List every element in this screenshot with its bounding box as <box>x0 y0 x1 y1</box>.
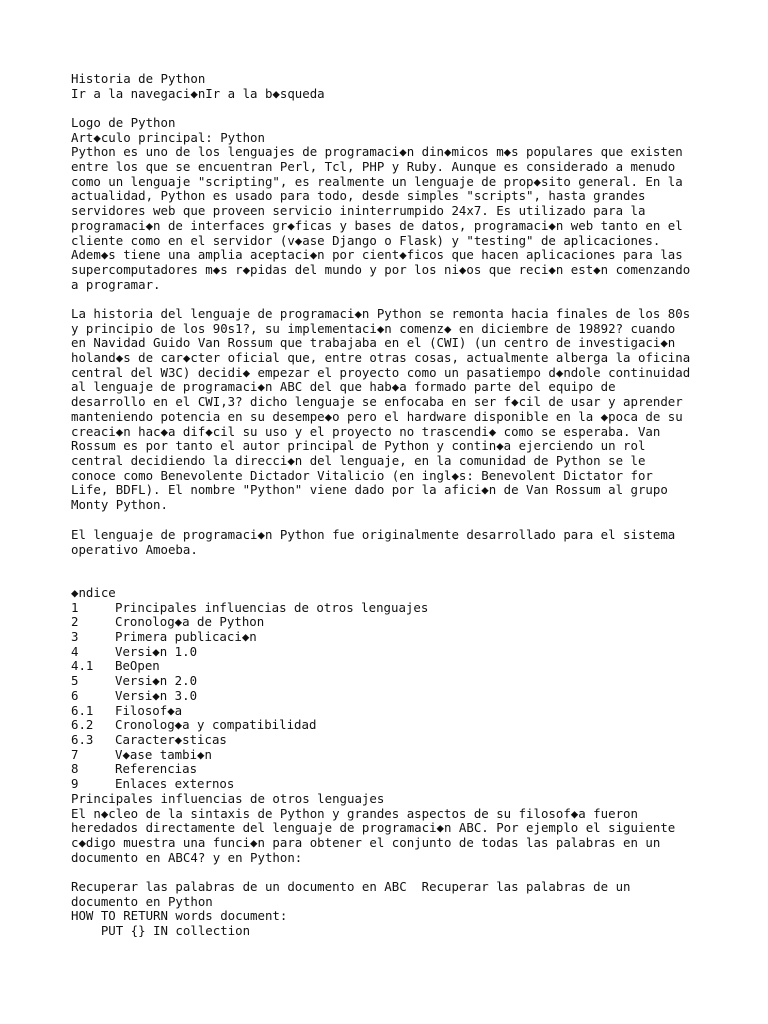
toc-item-number: 2 <box>71 614 79 630</box>
toc-item[interactable] <box>71 630 711 645</box>
paragraph-line: cliente como en el servidor (v◆ase Django o Flask) y "testing" de aplicaciones. <box>71 232 661 248</box>
code-comparison <box>71 880 711 939</box>
paragraph-line: El lenguaje de programaci◆n Python fue originalmente desarrollado para el sistema <box>71 527 676 542</box>
history-paragraph <box>71 307 711 513</box>
paragraph-line: Art◆culo principal: Python <box>71 129 265 145</box>
toc-item-label: Referencias <box>115 761 198 777</box>
paragraph-line: conoce como Benevolente Dictador Vitalicio (en ingl◆s: Benevolent Dictator for <box>71 467 653 483</box>
paragraph-line: Life, BDFL). El nombre "Python" viene dado por la afici◆n de Van Rossum al grupo <box>71 482 668 498</box>
toc-list <box>71 601 711 792</box>
toc-item-number: 6.1 <box>71 702 94 718</box>
toc-item[interactable] <box>71 689 711 704</box>
toc-item[interactable] <box>71 615 711 630</box>
paragraph-line: Python es uno de los lenguajes de programaci◆n din◆micos m◆s populares que existen <box>71 144 683 160</box>
paragraph-line: supercomputadores m◆s r◆pidas del mundo y por los ni◆os que reci◆n est◆n comenzando <box>71 261 691 277</box>
toc-item[interactable] <box>71 601 711 616</box>
paragraph-line: y principio de los 90s1?, su implementaci◆n comenz◆ en diciembre de 19892? cuando <box>71 320 676 336</box>
code-line: PUT {} IN collection <box>71 923 251 939</box>
code-line: Recuperar las palabras de un documento en ABC Recuperar las palabras de un <box>71 879 631 894</box>
paragraph-line: a programar. <box>71 276 161 292</box>
paragraph-line: al lenguaje de programaci◆n ABC del que hab◆a formado parte del equipo de <box>71 379 616 395</box>
toc-item-label: Cronolog◆a y compatibilidad <box>115 717 317 733</box>
toc-item-label: Enlaces externos <box>115 775 235 791</box>
toc-item[interactable] <box>71 704 711 719</box>
toc-item-label: Caracter◆sticas <box>115 731 227 747</box>
paragraph-line: Monty Python. <box>71 496 168 512</box>
toc-item-number: 6.2 <box>71 717 94 733</box>
toc-item-number: 4 <box>71 643 79 659</box>
toc-item[interactable] <box>71 748 711 763</box>
toc-item-label: Versi◆n 3.0 <box>115 687 198 703</box>
paragraph-line: Rossum es por tanto el autor principal de Python y contin◆a ejerciendo un rol <box>71 438 646 454</box>
toc-item-label: BeOpen <box>115 658 160 674</box>
paragraph-line: La historia del lenguaje de programaci◆n Python se remonta hacia finales de los 80s <box>71 306 691 321</box>
intro-line: Ir a la navegaci◆nIr a la b◆squeda <box>71 85 325 101</box>
paragraph-line: actualidad, Python es usado para todo, desde simples "scripts", hasta grandes <box>71 188 646 204</box>
paragraph-line: Principales influencias de otros lenguajes <box>71 791 385 806</box>
paragraph-line: Logo de Python <box>71 115 176 130</box>
paragraph-line: heredados directamente del lenguaje de programaci◆n ABC. Por ejemplo el siguiente <box>71 820 676 836</box>
amoeba-paragraph <box>71 528 711 557</box>
paragraph-line: programaci◆n de interfaces gr◆ficas y bases de datos, programaci◆n web tanto en el <box>71 217 683 233</box>
paragraph-line: como un lenguaje "scripting", es realmente un lenguaje de prop◆sito general. En la <box>71 173 683 189</box>
toc-item[interactable] <box>71 762 711 777</box>
paragraph-line: operativo Amoeba. <box>71 541 198 557</box>
paragraph-line: c◆digo muestra una funci◆n para obtener el conjunto de todas las palabras en un <box>71 835 661 851</box>
toc-item-number: 6 <box>71 687 79 703</box>
code-line: HOW TO RETURN words document: <box>71 908 288 924</box>
intro-line: Historia de Python <box>71 71 206 86</box>
toc-item-label: Versi◆n 1.0 <box>115 643 198 659</box>
toc-item-label: Filosof◆a <box>115 702 183 718</box>
toc-item-label: Principales influencias de otros lenguajes <box>115 599 429 615</box>
table-of-contents <box>71 586 711 792</box>
paragraph-line: servidores web que proveen servicio ininterrumpido 24x7. Es utilizado para la <box>71 203 646 219</box>
paragraph-line: central del W3C) decidi◆ empezar el proyecto como un pasatiempo d◆ndole continuidad <box>71 364 691 380</box>
toc-item-number: 1 <box>71 599 79 615</box>
toc-item[interactable] <box>71 733 711 748</box>
paragraph-line: creaci◆n hac◆a dif◆cil su uso y el proyecto no trascendi◆ como se esperaba. Van <box>71 423 661 439</box>
paragraph-line: entre los que se encuentran Perl, Tcl, PHP y Ruby. Aunque es considerado a menudo <box>71 159 676 175</box>
toc-item-number: 5 <box>71 673 79 689</box>
paragraph-line: Adem◆s tiene una amplia aceptaci◆n por cient◆ficos que hacen aplicaciones para las <box>71 247 683 263</box>
toc-item[interactable] <box>71 777 711 792</box>
toc-item[interactable] <box>71 659 711 674</box>
toc-item-number: 8 <box>71 761 79 777</box>
toc-item-number: 7 <box>71 746 79 762</box>
toc-item-label: Cronolog◆a de Python <box>115 614 265 630</box>
paragraph-line: El n◆cleo de la sintaxis de Python y grandes aspectos de su filosof◆a fueron <box>71 805 638 821</box>
toc-item[interactable] <box>71 674 711 689</box>
paragraph-line: manteniendo potencia en su desempe◆o pero el hardware disponible en la ◆poca de su <box>71 408 683 424</box>
code-line: documento en Python <box>71 893 213 909</box>
toc-item-number: 6.3 <box>71 731 94 747</box>
toc-item-label: Versi◆n 2.0 <box>115 673 198 689</box>
paragraph-line: central decidiendo la direcci◆n del lenguaje, en la comunidad de Python se le <box>71 452 646 468</box>
toc-title: ◆ndice <box>71 585 116 600</box>
intro-block <box>71 72 711 101</box>
toc-item-label: V◆ase tambi◆n <box>115 746 212 762</box>
paragraph-line: holand◆s de car◆cter oficial que, entre otras cosas, actualmente alberga la oficina <box>71 350 691 366</box>
logo-paragraph <box>71 116 711 292</box>
paragraph-line: documento en ABC4? y en Python: <box>71 849 303 865</box>
paragraph-line: en Navidad Guido Van Rossum que trabajaba en el (CWI) (un centro de investigaci◆n <box>71 335 676 351</box>
toc-item-number: 9 <box>71 775 79 791</box>
toc-item[interactable] <box>71 645 711 660</box>
toc-item[interactable] <box>71 718 711 733</box>
toc-item-label: Primera publicaci◆n <box>115 629 257 645</box>
toc-item-number: 4.1 <box>71 658 94 674</box>
influences-section <box>71 792 711 865</box>
paragraph-line: desarrollo en el CWI,3? dicho lenguaje se enfocaba en ser f◆cil de usar y aprender <box>71 394 683 410</box>
toc-item-number: 3 <box>71 629 79 645</box>
